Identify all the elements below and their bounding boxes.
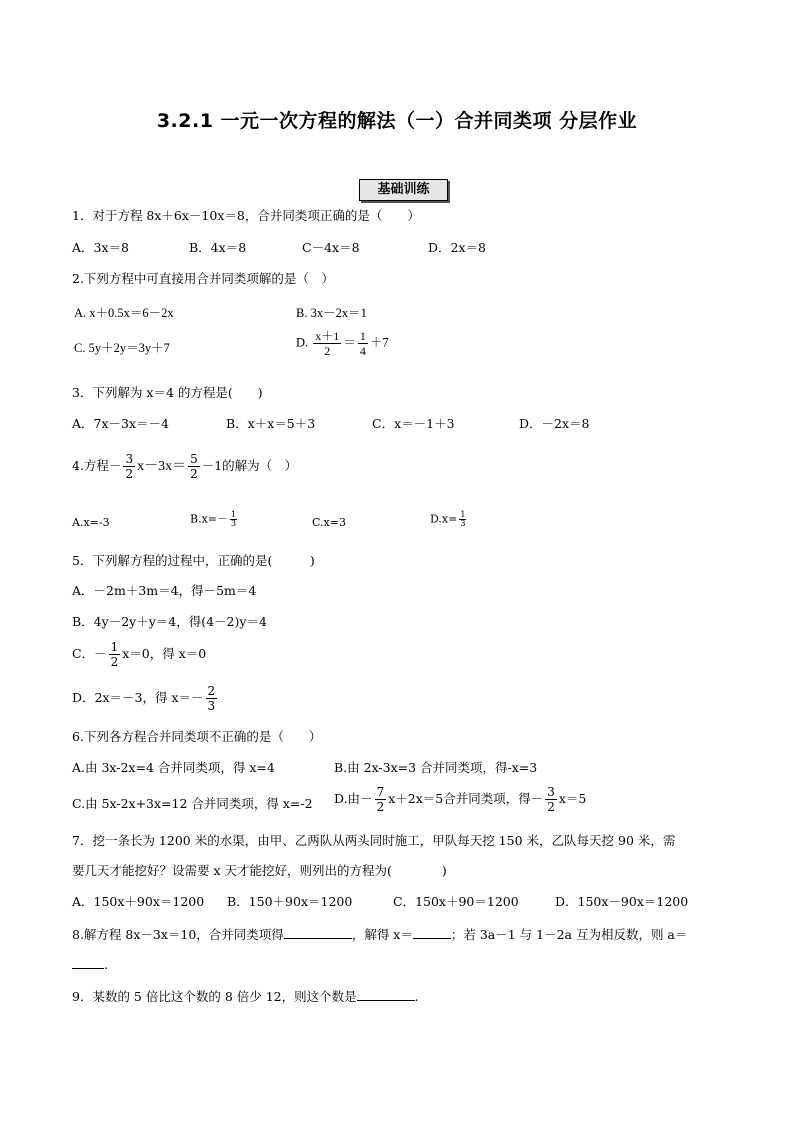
question-1-option-c: C－4x＝8 (302, 240, 360, 255)
fraction: $\frac{5}{2}$ (190, 452, 198, 481)
question-7-option-b: B．150＋90x＝1200 (227, 894, 353, 909)
question-7-line-1: 7．挖一条长为 1200 米的水渠，由甲、乙两队从两头同时施工，甲队每天挖 150 米，乙队每天挖 90 米，需 (72, 833, 676, 848)
option-d-label: D. (296, 335, 309, 350)
page-title: 3.2.1 一元一次方程的解法（一）合并同类项 分层作业 (156, 110, 638, 132)
question-1-stem: 1．对于方程 8x＋6x－10x＝8，合并同类项正确的是（ ） (72, 208, 420, 223)
question-2-option-d: D. $\frac{x+1}{2}$ ＝ $\frac{1}{4}$ ＋7 (296, 329, 389, 358)
question-4-option-a: A.x=-3 (72, 516, 110, 529)
question-3-option-a: A．7x－3x＝－4 (72, 416, 169, 431)
question-7-line-2: 要几天才能挖好？设需要 x 天才能挖好，则列出的方程为( ) (72, 863, 447, 878)
question-6-option-d: D.由－ $\frac{7}{2}$ x＋2x＝5合并同类项，得－ $\frac{3}{2}$ x＝5 (334, 785, 587, 814)
question-7-option-d: D．150x－90x＝1200 (555, 894, 689, 909)
question-2-option-b: B. 3x－2x＝1 (296, 306, 367, 320)
question-5-option-c: C．－ $\frac{1}{2}$ x＝0，得 x＝0 (72, 640, 207, 669)
question-4-stem: 4.方程－ $\frac{3}{2}$ x－3x＝ $\frac{5}{2}$ －1的解为（ ） (72, 452, 298, 481)
fraction: $\frac{x+1}{2}$ (315, 329, 340, 358)
question-8: 8.解方程 8x－3x＝10，合并同类项得 ，解得 x＝ ；若 3a－1 与 1－2a 互为相反数，则 a＝ (72, 927, 688, 942)
question-3-option-b: B．x＋x＝5＋3 (226, 416, 316, 431)
question-5-stem: 5．下列解方程的过程中，正确的是( ) (72, 553, 315, 568)
question-8-continued: . (72, 956, 108, 973)
section-heading: 基础训练 (359, 179, 448, 201)
question-1-option-b: B．4x＝8 (189, 240, 247, 255)
question-2-stem: 2.下列方程中可直接用合并同类项解的是（ ） (72, 271, 334, 286)
question-5-option-a: A．－2m＋3m＝4，得－5m＝4 (72, 583, 257, 598)
answer-blank[interactable] (413, 926, 451, 939)
question-2-option-a: A. x＋0.5x＝6－2x (74, 306, 174, 320)
question-2-option-c: C. 5y＋2y＝3y＋7 (74, 341, 170, 355)
question-6-option-c: C.由 5x-2x+3x=12 合并同类项，得 x=-2 (72, 796, 313, 811)
question-3-stem: 3．下列解为 x＝4 的方程是( ) (72, 385, 263, 400)
question-4-option-d: D.x= $\frac{1}{3}$ (430, 510, 466, 528)
question-7-option-c: C．150x＋90＝1200 (393, 894, 519, 909)
question-7-option-a: A．150x＋90x＝1200 (72, 894, 205, 909)
question-5-option-b: B．4y－2y＋y＝4，得(4－2)y＝4 (72, 614, 267, 629)
question-9: 9．某数的 5 倍比这个数的 8 倍少 12，则这个数是 . (72, 989, 419, 1004)
question-6-option-a: A.由 3x-2x=4 合并同类项，得 x=4 (72, 760, 275, 775)
question-3-option-c: C．x＝－1＋3 (372, 416, 455, 431)
question-6-stem: 6.下列各方程合并同类项不正确的是（ ） (72, 729, 322, 744)
answer-blank[interactable] (72, 956, 104, 969)
question-4-option-b: B.x=－ $\frac{1}{3}$ (190, 510, 237, 528)
question-5-option-d: D．2x＝－3，得 x＝－ $\frac{2}{3}$ (72, 684, 216, 713)
answer-blank[interactable] (284, 926, 352, 939)
fraction: $\frac{3}{2}$ (125, 452, 134, 481)
fraction: $\frac{1}{4}$ (359, 329, 366, 358)
question-1-option-d: D．2x＝8 (428, 240, 486, 255)
question-3-option-d: D．－2x＝8 (519, 416, 590, 431)
question-4-option-c: C.x=3 (312, 516, 346, 529)
answer-blank[interactable] (357, 988, 415, 1001)
question-1-option-a: A．3x＝8 (72, 240, 129, 255)
question-6-option-b: B.由 2x-3x=3 合并同类项，得-x=3 (334, 760, 538, 775)
